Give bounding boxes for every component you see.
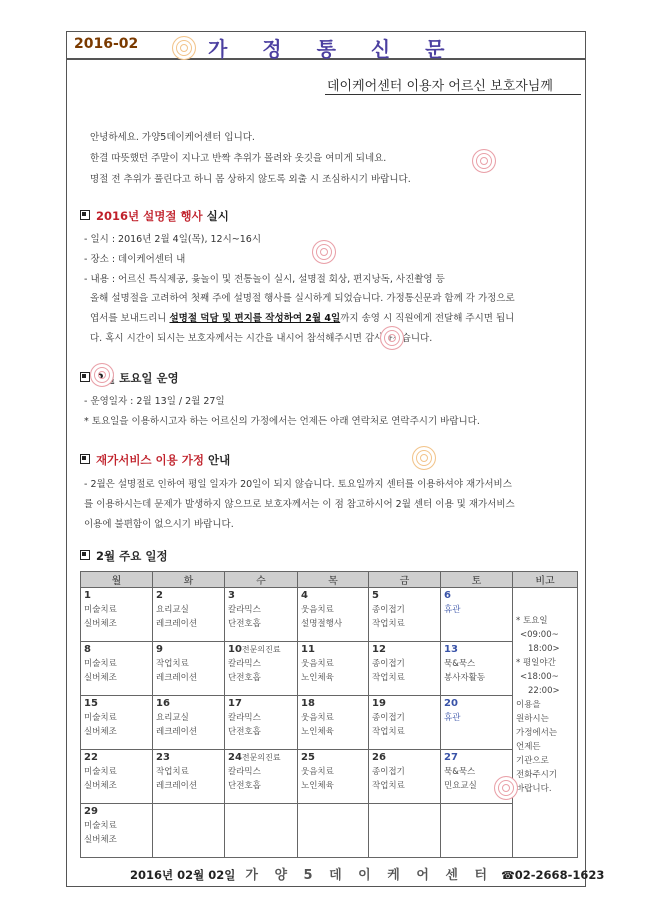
event-content: - 내용 : 어르신 특식제공, 윷놀이 및 전통놀이 실시, 설명절 회상, 편지낭독, 사진촬영 등 xyxy=(84,274,445,285)
page-title: 가 정 통 신 문 xyxy=(208,37,459,61)
section-bullet-icon xyxy=(80,372,90,382)
event-body-3: 다. 혹시 시간이 되시는 보호자께서는 시간을 내시어 참석해주시면 감사하겠습니다. xyxy=(90,333,433,344)
footer-date: 2016년 02월 02일 xyxy=(130,868,236,882)
calendar-day-saturday: 13 묵&묵스 봉사자활동 xyxy=(441,642,513,696)
calendar-day: 4 웃음치료 설명절행사 xyxy=(298,588,369,642)
spiral-decoration-icon xyxy=(172,36,196,60)
calendar-note-cell: * 토요일 <09:00~ 18:00> * 평일야간 <18:00~ 22:00> 이용을 원하시는 가정에서는 언제든 기관으로 전화주시기 바랍니다. xyxy=(513,588,578,858)
section-schedule-title: 2월 주요 일정 xyxy=(80,548,168,564)
footer-org: 가 양 5 데 이 케 어 센 터 xyxy=(245,868,494,883)
spiral-decoration-icon xyxy=(472,149,496,173)
spiral-decoration-icon xyxy=(380,326,404,350)
calendar-day: 12 종이접기 작업치료 xyxy=(369,642,441,696)
calendar-day-empty xyxy=(225,804,298,858)
header-thu: 목 xyxy=(298,572,369,588)
calendar-day-empty xyxy=(298,804,369,858)
section-bullet-icon xyxy=(80,210,90,220)
event-body-1: 올해 설명절을 고려하여 첫째 주에 설명절 행사를 실시하게 되었습니다. 가정통신문과 함께 각 가정으로 xyxy=(90,293,515,304)
calendar-header-row xyxy=(81,572,578,588)
calendar-week-3 xyxy=(81,696,578,750)
section-saturday-title: 2월 토요일 운영 xyxy=(80,370,179,386)
calendar-day: 18 웃음치료 노인체육 xyxy=(298,696,369,750)
homecare-body-2: 를 이용하시는데 문제가 발생하지 않으므로 보호자께서는 이 점 참고하시어 2월 센터 이용 및 재가서비스 xyxy=(84,499,515,510)
calendar-day: 5 종이접기 작업치료 xyxy=(369,588,441,642)
calendar-day: 17 칼라믹스 단전호흡 xyxy=(225,696,298,750)
section-event-title: 2016년 설명절 행사 실시 xyxy=(80,208,229,224)
schedule-calendar xyxy=(80,571,578,858)
calendar-day: 29 미술치료 실버체조 xyxy=(81,804,153,858)
calendar-day: 8 미술치료 실버체조 xyxy=(81,642,153,696)
calendar-day: 2 요리교실 레크레이션 xyxy=(153,588,225,642)
calendar-day-saturday: 20 휴관 xyxy=(441,696,513,750)
footer xyxy=(130,864,604,883)
intro-line-1: 안녕하세요. 가양5데이케어센터 입니다. xyxy=(90,132,255,143)
section-bullet-icon xyxy=(80,550,90,560)
homecare-body-1: - 2월은 설명절로 인하여 평일 일자가 20일이 되지 않습니다. 토요일까지 센터를 이용하셔야 재가서비스 xyxy=(84,479,512,490)
calendar-week-2 xyxy=(81,642,578,696)
calendar-day-empty xyxy=(441,804,513,858)
calendar-day: 1 미술치료 실버체조 xyxy=(81,588,153,642)
calendar-day: 10전문의진료 칼라믹스 단전호흡 xyxy=(225,642,298,696)
header-fri: 금 xyxy=(369,572,441,588)
section-bullet-icon xyxy=(80,454,90,464)
intro-line-3: 명절 전 추위가 풀린다고 하니 몸 상하지 않도록 외출 시 조심하시기 바랍니다. xyxy=(90,174,411,185)
calendar-day: 23 작업치료 레크레이션 xyxy=(153,750,225,804)
event-body-2: 엽서를 보내드리니 설명절 덕담 및 편지를 작성하여 2월 4일까지 송영 시 직원에게 전달해 주시면 됩니 xyxy=(90,313,515,324)
calendar-day: 19 종이접기 작업치료 xyxy=(369,696,441,750)
header-sat: 토 xyxy=(441,572,513,588)
calendar-day: 24전문의진료 칼라믹스 단전호흡 xyxy=(225,750,298,804)
saturday-dates: - 운영일자 : 2월 13일 / 2월 27일 xyxy=(84,396,225,407)
event-place: - 장소 : 데이케어센터 내 xyxy=(84,254,186,265)
saturday-note: * 토요일을 이용하시고자 하는 어르신의 가정에서는 언제든 아래 연락처로 연락주시기 바랍니다. xyxy=(84,416,480,427)
header-tue: 화 xyxy=(153,572,225,588)
calendar-day-empty xyxy=(153,804,225,858)
spiral-decoration-icon xyxy=(90,363,114,387)
header-wed: 수 xyxy=(225,572,298,588)
calendar-day-saturday: 27 묵&묵스 민요교실 xyxy=(441,750,513,804)
footer-tel: 02-2668-1623 xyxy=(514,868,605,882)
phone-icon: ☎ xyxy=(501,869,515,882)
calendar-day: 9 작업치료 레크레이션 xyxy=(153,642,225,696)
header-note: 비고 xyxy=(513,572,578,588)
calendar-day: 26 종이접기 작업치료 xyxy=(369,750,441,804)
spiral-decoration-icon xyxy=(412,446,436,470)
spiral-decoration-icon xyxy=(312,240,336,264)
addressee-underline xyxy=(325,94,581,95)
intro-line-2: 한결 따뜻했던 주말이 지나고 반짝 추위가 몰려와 옷깃을 여미게 되네요. xyxy=(90,153,387,164)
calendar-day-saturday: 6 휴관 xyxy=(441,588,513,642)
event-date: - 일시 : 2016년 2월 4일(목), 12시~16시 xyxy=(84,234,261,245)
addressee: 데이케어센터 이용자 어르신 보호자님께 xyxy=(327,79,553,94)
spiral-decoration-icon xyxy=(494,776,518,800)
homecare-body-3: 이용에 불편함이 없으시기 바랍니다. xyxy=(84,519,234,530)
calendar-day: 16 요리교실 레크레이션 xyxy=(153,696,225,750)
section-homecare-title: 재가서비스 이용 가정 안내 xyxy=(80,452,230,468)
calendar-week-1 xyxy=(81,588,578,642)
issue-number: 2016-02 xyxy=(74,36,139,52)
calendar-day: 22 미술치료 실버체조 xyxy=(81,750,153,804)
calendar-week-5 xyxy=(81,804,578,858)
calendar-day: 15 미술치료 실버체조 xyxy=(81,696,153,750)
calendar-day: 3 칼라믹스 단전호흡 xyxy=(225,588,298,642)
calendar-day: 11 웃음치료 노인체육 xyxy=(298,642,369,696)
header-mon: 월 xyxy=(81,572,153,588)
calendar-day: 25 웃음치료 노인체육 xyxy=(298,750,369,804)
calendar-day-empty xyxy=(369,804,441,858)
